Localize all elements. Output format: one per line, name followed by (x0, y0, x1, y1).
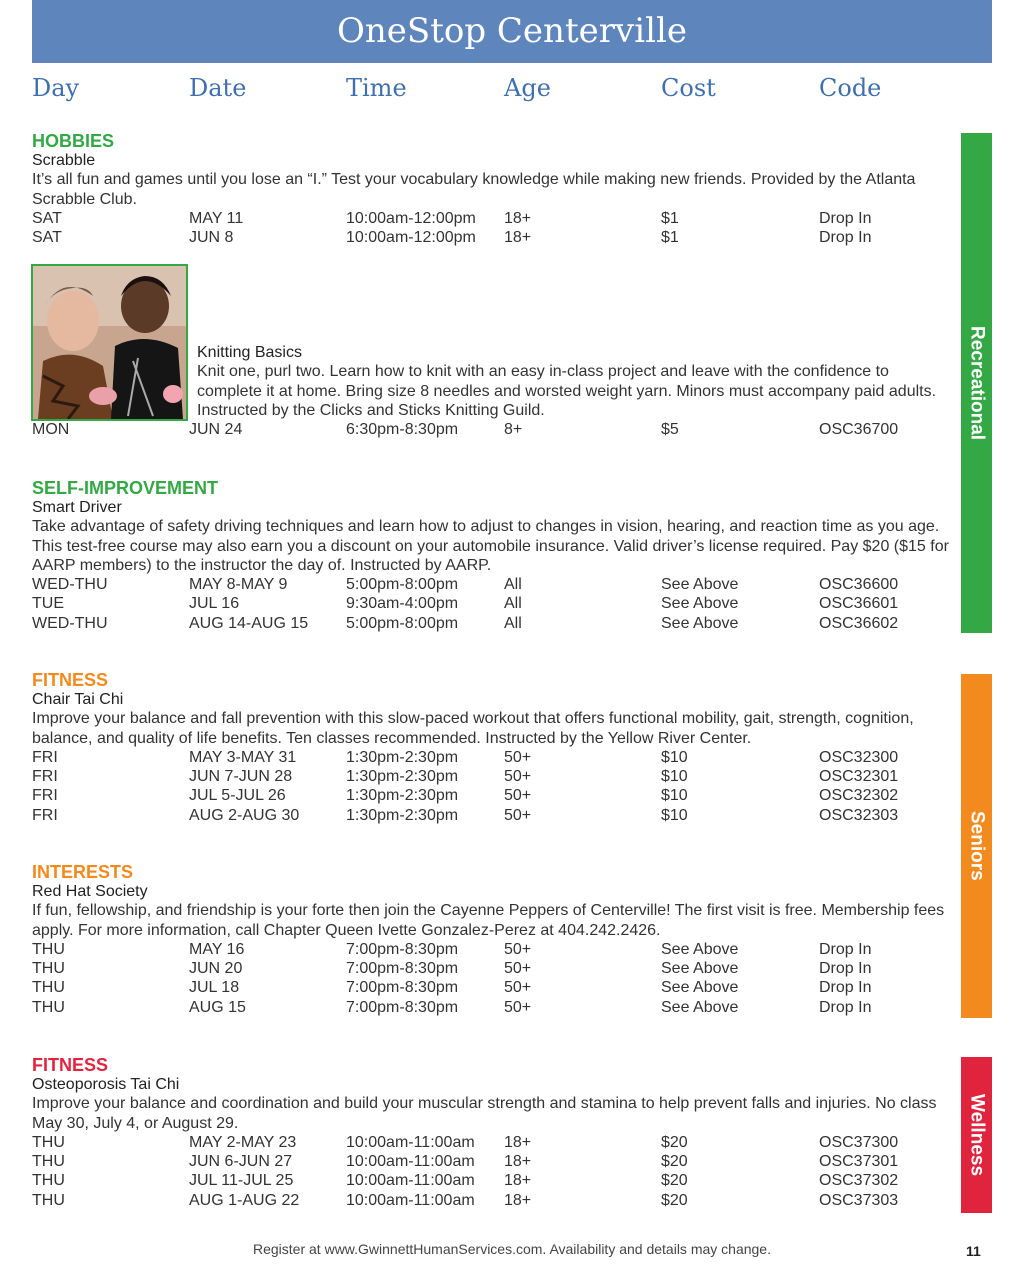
cell-date: MAY 2-MAY 23 (189, 1133, 297, 1151)
class-title: Knitting Basics (197, 344, 302, 361)
footer-note: Register at www.GwinnettHumanServices.com. Availability and details may change. (253, 1241, 771, 1257)
cell-code: OSC32301 (819, 768, 899, 786)
cell-time: 7:00pm-8:30pm (346, 998, 459, 1016)
cell-age: 50+ (504, 940, 532, 958)
cell-age: 18+ (504, 209, 532, 227)
cell-cost: $20 (661, 1172, 688, 1190)
class-description: It’s all fun and games until you lose an “I.” Test your vocabulary knowledge while making new friends. Provided by the Atlanta Scrabble Club. (32, 171, 916, 208)
cell-cost: See Above (661, 979, 739, 997)
cell-day: THU (32, 1172, 65, 1190)
schedule-row (32, 786, 952, 805)
schedule-row (32, 1171, 952, 1190)
category-label: INTERESTS (32, 862, 134, 882)
cell-age: 50+ (504, 748, 532, 766)
cell-code: Drop In (819, 960, 872, 978)
side-tab-label: Seniors (966, 811, 988, 881)
cell-cost: See Above (661, 614, 739, 632)
cell-cost: $10 (661, 768, 688, 786)
cell-age: 50+ (504, 768, 532, 786)
cell-code: OSC32300 (819, 748, 899, 766)
cell-age: 18+ (504, 1191, 532, 1209)
cell-day: THU (32, 1153, 65, 1171)
class-title: Osteoporosis Tai Chi (32, 1076, 180, 1093)
cell-code: Drop In (819, 979, 872, 997)
cell-time: 1:30pm-2:30pm (346, 768, 459, 786)
cell-code: OSC32302 (819, 787, 899, 805)
cell-date: MAY 8-MAY 9 (189, 576, 288, 594)
cell-time: 10:00am-11:00am (346, 1133, 475, 1151)
cell-day: FRI (32, 768, 58, 786)
cell-day: SAT (32, 229, 62, 247)
cell-time: 1:30pm-2:30pm (346, 787, 459, 805)
cell-cost: See Above (661, 940, 739, 958)
cell-cost: $1 (661, 209, 679, 227)
cell-cost: $20 (661, 1133, 688, 1151)
cell-code: OSC36602 (819, 614, 899, 632)
cell-cost: See Above (661, 960, 739, 978)
cell-age: All (504, 595, 522, 613)
cell-cost: $5 (661, 421, 679, 439)
cell-age: 8+ (504, 421, 523, 439)
side-tab-seniors (961, 674, 992, 1018)
schedule-row (32, 940, 952, 959)
schedule-row (32, 1191, 952, 1210)
cell-day: FRI (32, 806, 58, 824)
cell-day: WED-THU (32, 576, 108, 594)
cell-date: JUL 5-JUL 26 (189, 787, 286, 805)
cell-code: OSC37300 (819, 1133, 899, 1151)
class-description: Improve your balance and fall prevention with this slow-paced workout that offers functional mobility, gait, strength, cognition, balance, and quality of life benefits. Ten classes recommended. Instructed by the Yellow River Center. (32, 710, 914, 747)
cell-date: MAY 16 (189, 940, 245, 958)
cell-code: OSC32303 (819, 806, 899, 824)
section-knitting (32, 343, 952, 439)
schedule-row (32, 575, 952, 594)
cell-date: JUN 6-JUN 27 (189, 1153, 293, 1171)
cell-date: MAY 3-MAY 31 (189, 748, 297, 766)
cell-date: MAY 11 (189, 209, 244, 227)
cell-day: SAT (32, 209, 62, 227)
cell-date: JUN 8 (189, 229, 234, 247)
cell-date: JUN 7-JUN 28 (189, 768, 293, 786)
cell-day: THU (32, 960, 65, 978)
page-banner (32, 0, 992, 63)
schedule-row (32, 209, 952, 228)
cell-day: FRI (32, 787, 58, 805)
cell-cost: $10 (661, 806, 688, 824)
cell-age: 50+ (504, 806, 532, 824)
cell-time: 10:00am-12:00pm (346, 209, 476, 227)
cell-cost: See Above (661, 998, 739, 1016)
cell-code: OSC37303 (819, 1191, 899, 1209)
cell-age: 50+ (504, 998, 532, 1016)
cell-code: Drop In (819, 998, 872, 1016)
schedule-row (32, 959, 952, 978)
page-title: OneStop Centerville (337, 11, 687, 51)
column-age: Age (504, 74, 551, 102)
cell-day: THU (32, 998, 65, 1016)
cell-cost: $10 (661, 787, 688, 805)
cell-code: Drop In (819, 229, 872, 247)
cell-time: 5:00pm-8:00pm (346, 576, 459, 594)
category-label: HOBBIES (32, 131, 115, 151)
cell-cost: $20 (661, 1153, 688, 1171)
side-tab-label: Recreational (966, 325, 988, 441)
schedule-row (32, 1152, 952, 1171)
schedule-row (32, 594, 952, 613)
section-smart-driver (32, 478, 952, 633)
schedule-row (32, 614, 952, 633)
cell-age: 18+ (504, 1133, 532, 1151)
cell-date: AUG 1-AUG 22 (189, 1191, 300, 1209)
category-label: FITNESS (32, 1055, 109, 1075)
class-description: Improve your balance and coordination and build your muscular strength and stamina to help prevent falls and injuries. No class May 30, July 4, or August 29. (32, 1095, 937, 1132)
cell-day: MON (32, 421, 70, 439)
side-tab-wellness (961, 1057, 992, 1213)
page-number: 11 (966, 1243, 981, 1259)
cell-cost: See Above (661, 595, 739, 613)
cell-cost: $10 (661, 748, 688, 766)
class-description: If fun, fellowship, and friendship is your forte then join the Cayenne Peppers of Centerville! The first visit is free. Membership fees apply. For more information, call Chapter Queen Ivette Gonzalez-Perez at 404.242.2426. (32, 902, 945, 939)
schedule-row (32, 748, 952, 767)
section-red-hat-society (32, 862, 952, 1017)
cell-date: JUN 20 (189, 960, 243, 978)
cell-cost: $20 (661, 1191, 688, 1209)
cell-day: WED-THU (32, 614, 108, 632)
schedule-row (32, 1133, 952, 1152)
cell-day: THU (32, 1133, 65, 1151)
cell-age: 50+ (504, 787, 532, 805)
section-scrabble (32, 131, 952, 247)
cell-age: 50+ (504, 960, 532, 978)
section-osteoporosis-tai-chi (32, 1055, 952, 1210)
cell-day: THU (32, 940, 65, 958)
cell-time: 1:30pm-2:30pm (346, 748, 459, 766)
cell-cost: $1 (661, 229, 679, 247)
cell-date: AUG 15 (189, 998, 246, 1016)
cell-time: 10:00am-11:00am (346, 1153, 475, 1171)
column-code: Code (819, 74, 882, 102)
class-description: Knit one, purl two. Learn how to knit with an easy in-class project and leave with the confidence to complete it at home. Bring size 8 needles and worsted weight yarn. Minors must accompany paid adults. Instructed by the Clicks and Sticks Knitting Guild. (197, 363, 937, 419)
class-title: Smart Driver (32, 499, 122, 516)
cell-time: 10:00am-11:00am (346, 1172, 475, 1190)
cell-time: 10:00am-11:00am (346, 1191, 475, 1209)
cell-time: 7:00pm-8:30pm (346, 979, 459, 997)
class-title: Chair Tai Chi (32, 691, 124, 708)
cell-age: 18+ (504, 1153, 532, 1171)
class-title: Scrabble (32, 152, 96, 169)
cell-date: JUN 24 (189, 421, 243, 439)
cell-date: AUG 14-AUG 15 (189, 614, 309, 632)
cell-code: OSC36600 (819, 576, 899, 594)
category-label: FITNESS (32, 670, 109, 690)
cell-code: OSC37301 (819, 1153, 899, 1171)
cell-time: 5:00pm-8:00pm (346, 614, 459, 632)
cell-day: THU (32, 1191, 65, 1209)
cell-age: All (504, 576, 522, 594)
side-tab-recreational (961, 133, 992, 633)
column-cost: Cost (661, 74, 716, 102)
column-date: Date (189, 74, 247, 102)
cell-time: 7:00pm-8:30pm (346, 940, 459, 958)
class-title: Red Hat Society (32, 883, 148, 900)
cell-age: 50+ (504, 979, 532, 997)
cell-code: OSC36700 (819, 421, 899, 439)
cell-code: Drop In (819, 209, 872, 227)
cell-age: All (504, 614, 522, 632)
column-time: Time (346, 74, 407, 102)
category-label: SELF-IMPROVEMENT (32, 478, 219, 498)
cell-time: 10:00am-12:00pm (346, 229, 476, 247)
schedule-row (32, 978, 952, 997)
cell-day: FRI (32, 748, 58, 766)
cell-code: OSC36601 (819, 595, 899, 613)
schedule-row (32, 998, 952, 1017)
cell-time: 9:30am-4:00pm (346, 595, 459, 613)
column-day: Day (32, 74, 80, 102)
cell-code: OSC37302 (819, 1172, 899, 1190)
cell-date: AUG 2-AUG 30 (189, 806, 300, 824)
schedule-row (32, 228, 952, 247)
cell-age: 18+ (504, 229, 532, 247)
cell-date: JUL 16 (189, 595, 240, 613)
schedule-row (32, 767, 952, 786)
cell-time: 7:00pm-8:30pm (346, 960, 459, 978)
side-tab-label: Wellness (966, 1093, 988, 1177)
cell-date: JUL 18 (189, 979, 240, 997)
class-description: Take advantage of safety driving techniques and learn how to adjust to changes in vision, hearing, and reaction time as you age. This test-free course may also earn you a discount on your automobile insurance. Valid driver’s license required. Pay $20 ($15 for AARP members) to the instructor the day of. Instructed by AARP. (32, 518, 949, 574)
cell-cost: See Above (661, 576, 739, 594)
schedule-row (32, 806, 952, 825)
cell-time: 6:30pm-8:30pm (346, 421, 459, 439)
cell-day: TUE (32, 595, 64, 613)
cell-time: 1:30pm-2:30pm (346, 806, 459, 824)
column-header-row (32, 74, 952, 104)
schedule-row (32, 420, 952, 439)
section-chair-tai-chi (32, 670, 952, 825)
cell-age: 18+ (504, 1172, 532, 1190)
cell-date: JUL 11-JUL 25 (189, 1172, 294, 1190)
cell-day: THU (32, 979, 65, 997)
cell-code: Drop In (819, 940, 872, 958)
